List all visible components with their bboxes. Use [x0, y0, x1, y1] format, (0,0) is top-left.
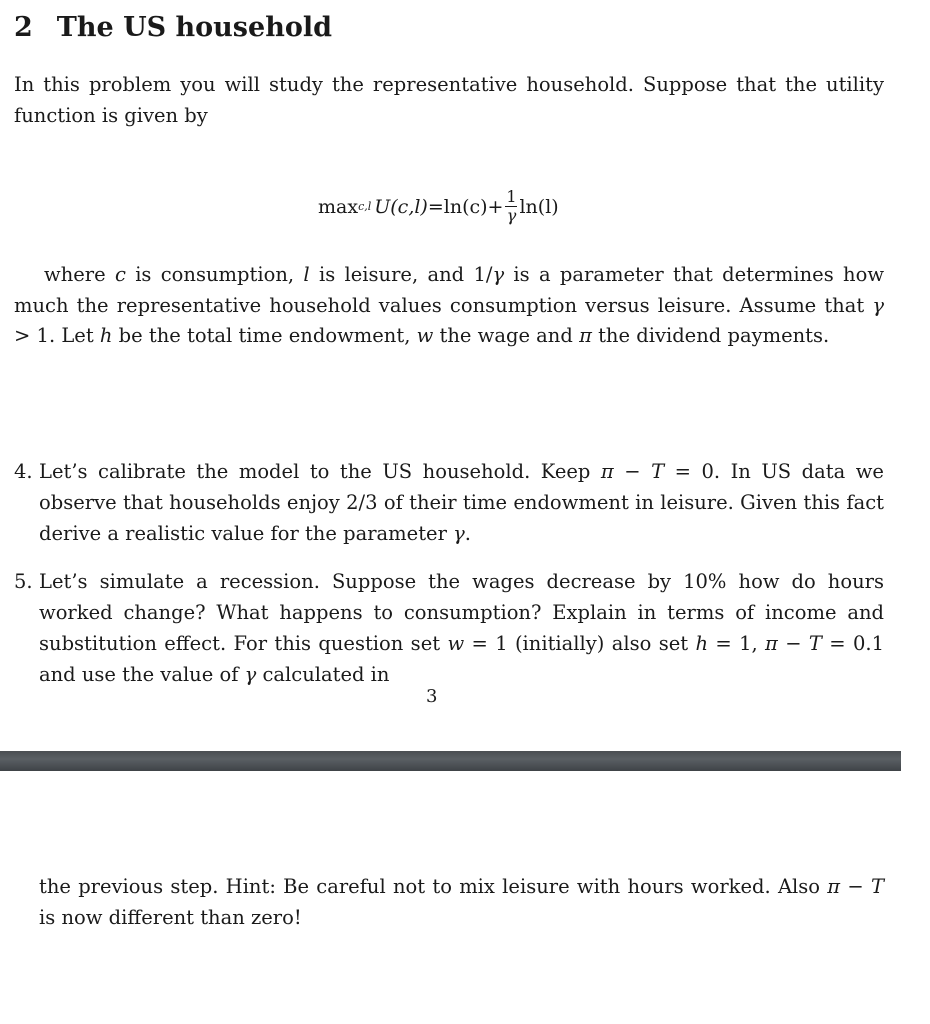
- var-pi: π: [579, 324, 592, 347]
- text-span: is leisure, and 1/: [309, 263, 493, 286]
- var-gamma: γ: [872, 293, 884, 317]
- formula-max: max: [318, 195, 359, 218]
- section-title: The US household: [56, 12, 332, 43]
- formula-equals: =: [427, 195, 444, 218]
- text-span: = 1,: [708, 632, 766, 655]
- intro-paragraph: In this problem you will study the representative household. Suppose that the utility function is given by: [14, 73, 884, 127]
- var-w: w: [447, 632, 465, 655]
- formula-term2: ln(l): [519, 195, 559, 218]
- question-item-4: [14, 456, 884, 549]
- item-body: [39, 456, 884, 549]
- var-gamma: γ: [244, 663, 257, 686]
- text-span: be the total time endowment,: [112, 324, 417, 347]
- item-body: [39, 566, 884, 690]
- var-T: T: [870, 875, 884, 898]
- var-pi: π: [600, 460, 614, 483]
- definition-paragraph: [14, 260, 884, 352]
- var-l: l: [303, 263, 310, 286]
- text-span: is consumption,: [125, 263, 304, 286]
- section-number: 2: [14, 12, 33, 43]
- var-pi: π: [827, 875, 841, 898]
- text-span: calculated in: [256, 663, 390, 686]
- var-h: h: [695, 632, 709, 655]
- text-span: the dividend payments.: [591, 324, 830, 347]
- formula-max-subscript: c,l: [358, 199, 372, 213]
- text-span: is a parameter that determines how much the representative household values consumption versus leisure. Assume that: [14, 263, 885, 317]
- utility-formula: [318, 188, 559, 225]
- item-marker: 5.: [14, 570, 33, 593]
- var-T: T: [651, 460, 665, 483]
- text-span: .: [464, 522, 471, 545]
- text-span: −: [840, 875, 871, 898]
- text-span: −: [777, 632, 809, 655]
- continuation-paragraph: [39, 871, 884, 933]
- var-gamma: γ: [453, 522, 465, 545]
- fraction-numerator: 1: [506, 187, 517, 206]
- text-span: Let’s simulate a recession. Suppose the wages decrease by 10% how do hours worked change? What happens to consumption? Explain in terms of income and substitution effect. For this question set: [39, 570, 884, 655]
- text-span: the previous step. Hint: Be careful not to mix leisure with hours worked. Also: [39, 875, 828, 898]
- page-separator: [0, 751, 901, 771]
- var-T: T: [808, 632, 822, 655]
- text-span: the wage and: [433, 324, 580, 347]
- text-span: Let’s calibrate the model to the US household. Keep: [39, 460, 601, 483]
- var-pi: π: [765, 632, 778, 655]
- formula-term1: ln(c)+: [443, 195, 504, 218]
- formula-lhs: U(c,l): [374, 195, 428, 218]
- text-span: = 1 (initially) also set: [464, 632, 696, 655]
- text-span: where: [44, 263, 115, 286]
- text-span: is now different than zero!: [39, 906, 302, 929]
- formula-fraction: [505, 188, 517, 225]
- fraction-denominator: γ: [506, 206, 517, 225]
- text-span: > 1. Let: [14, 324, 100, 347]
- section-heading: [14, 12, 332, 43]
- var-w: w: [416, 324, 434, 347]
- text-span: = 0. In US data we observe that households enjoy 2/3 of their time endowment in leisure. Given this fact derive a realistic value for the parameter: [39, 460, 884, 545]
- page-number: 3: [426, 686, 438, 707]
- item-marker: 4.: [14, 460, 33, 483]
- text-span: = 0.1 and use the value of: [39, 632, 884, 686]
- var-h: h: [99, 324, 113, 347]
- text-span: −: [613, 460, 652, 483]
- question-item-5: [14, 566, 884, 690]
- var-gamma: γ: [492, 263, 505, 286]
- var-c: c: [114, 263, 126, 286]
